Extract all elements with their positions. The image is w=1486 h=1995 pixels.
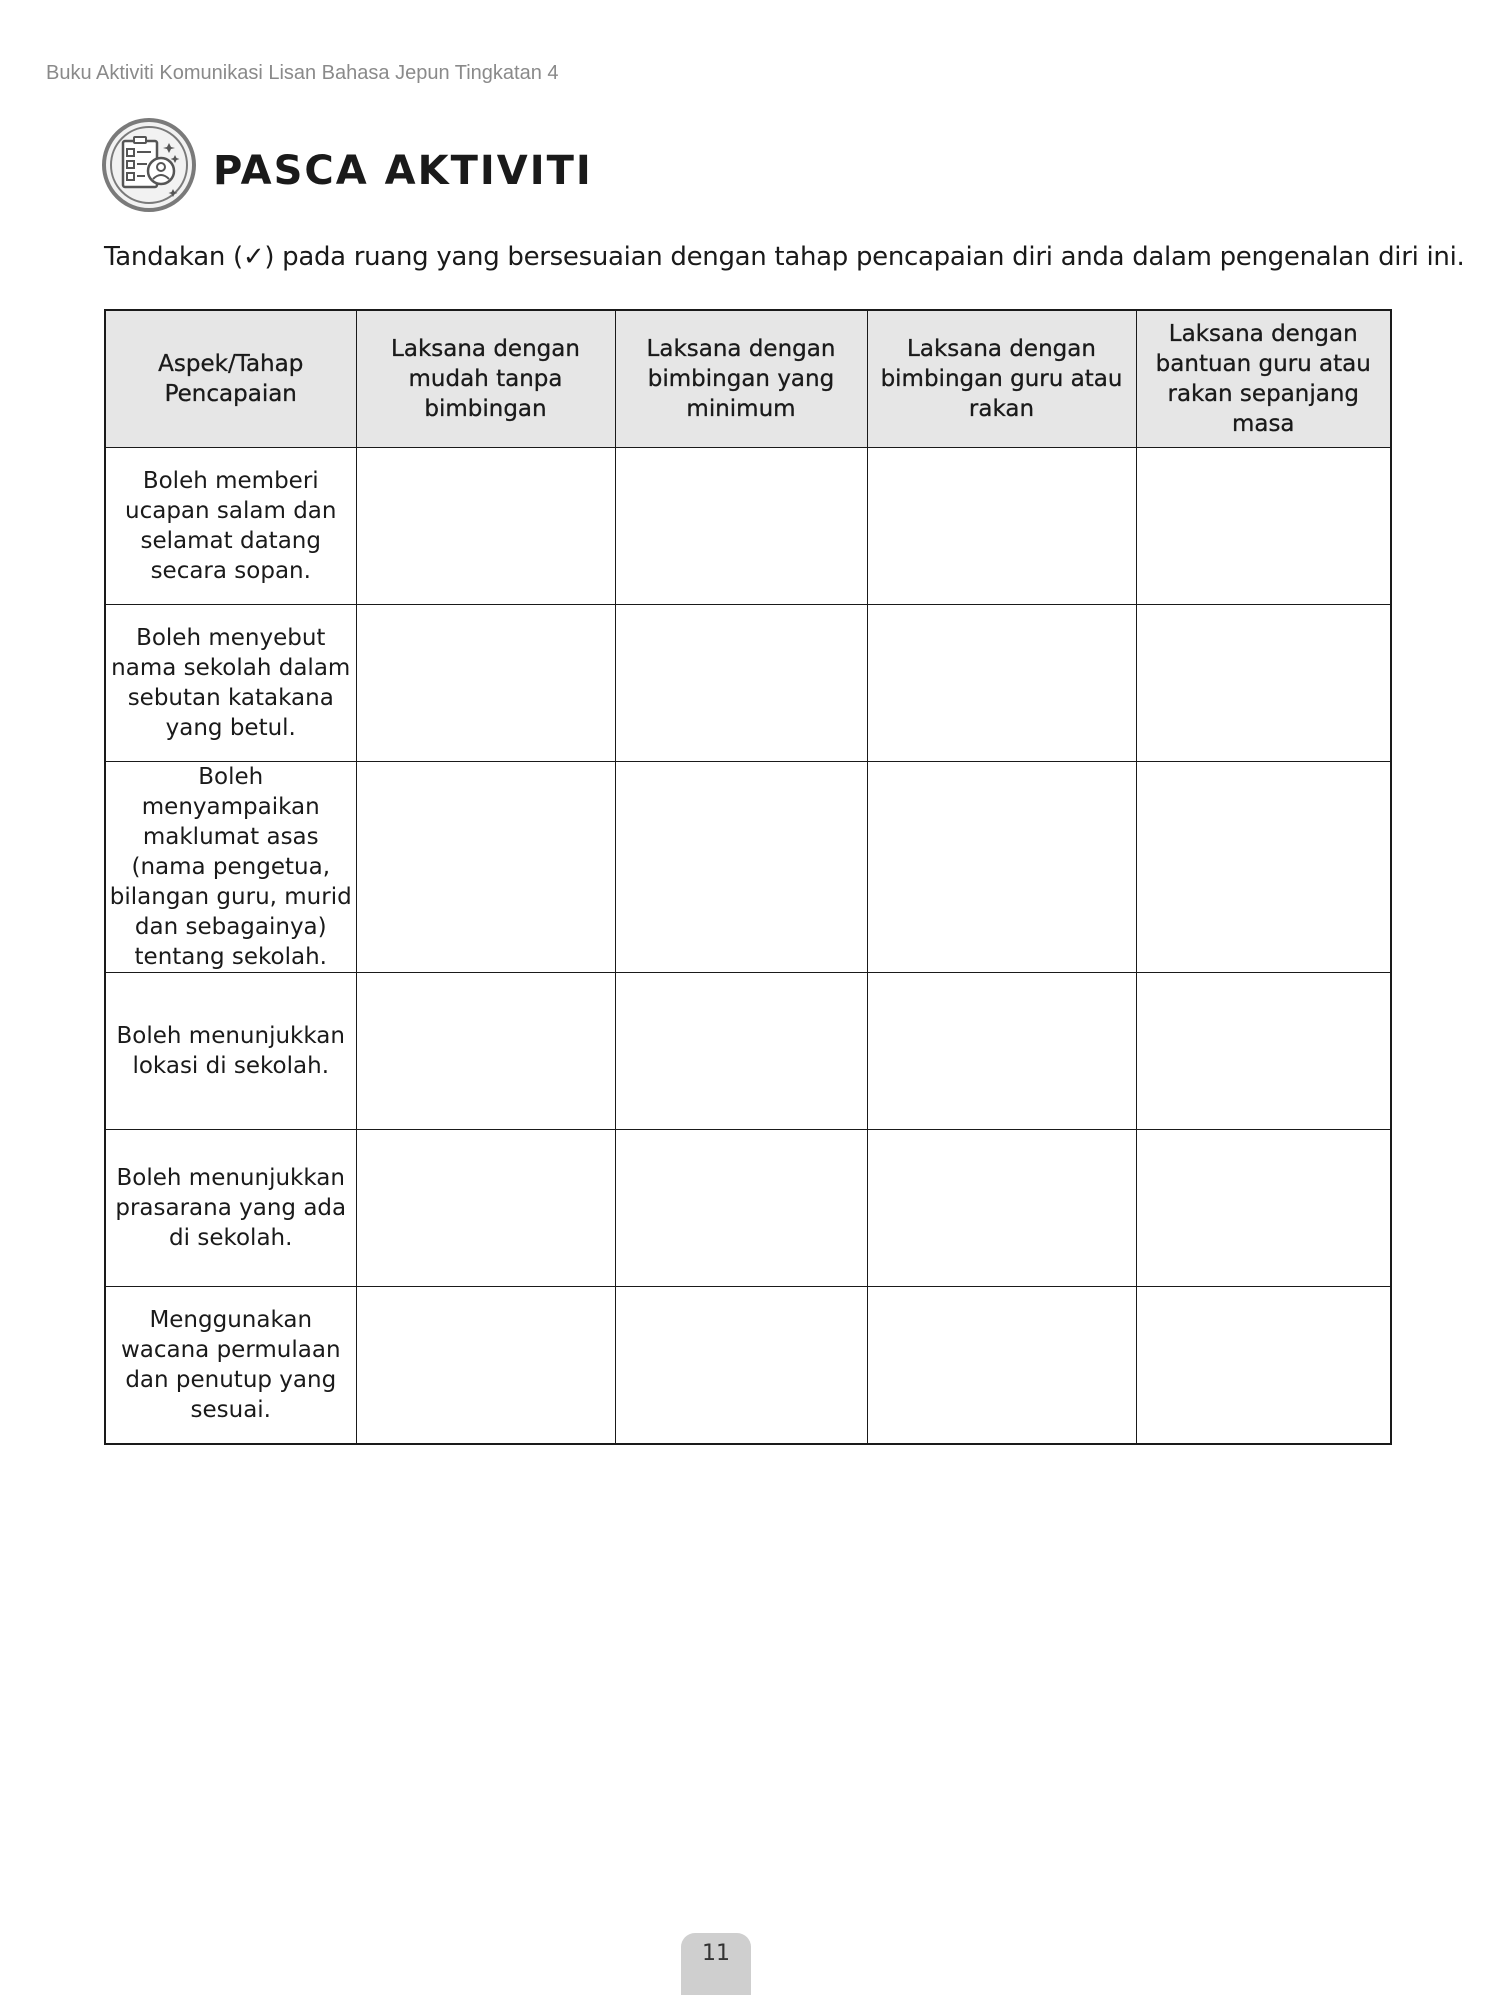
section-title: PASCA AKTIVITI (213, 148, 593, 194)
aspect-cell: Boleh memberi ucapan salam dan selamat datang secara sopan. (105, 448, 356, 605)
checkbox-cell[interactable] (356, 762, 615, 973)
checkbox-cell[interactable] (867, 448, 1136, 605)
checkbox-cell[interactable] (356, 605, 615, 762)
checkbox-cell[interactable] (867, 1130, 1136, 1287)
self-assessment-table (104, 309, 1392, 1445)
checkbox-cell[interactable] (867, 973, 1136, 1130)
checkbox-cell[interactable] (615, 605, 867, 762)
checkbox-cell[interactable] (1136, 1287, 1391, 1444)
aspect-cell: Menggunakan wacana permulaan dan penutup yang sesuai. (105, 1287, 356, 1444)
header-level-4: Laksana dengan bantuan guru atau rakan sepanjang masa (1136, 310, 1391, 448)
checkbox-cell[interactable] (615, 448, 867, 605)
header-aspect: Aspek/Tahap Pencapaian (105, 310, 356, 448)
checkbox-cell[interactable] (1136, 762, 1391, 973)
table-row (105, 973, 1391, 1130)
checklist-person-icon (101, 117, 197, 213)
header-level-3: Laksana dengan bimbingan guru atau rakan (867, 310, 1136, 448)
checkbox-cell[interactable] (867, 1287, 1136, 1444)
checkbox-cell[interactable] (1136, 448, 1391, 605)
page-number: 11 (681, 1933, 751, 1995)
instruction-text: Tandakan (✓) pada ruang yang bersesuaian dengan tahap pencapaian diri anda dalam pengenalan diri ini. (104, 242, 1465, 272)
checkbox-cell[interactable] (615, 973, 867, 1130)
checkbox-cell[interactable] (356, 448, 615, 605)
checkbox-cell[interactable] (615, 762, 867, 973)
table-row (105, 605, 1391, 762)
header-level-1: Laksana dengan mudah tanpa bimbingan (356, 310, 615, 448)
checkbox-cell[interactable] (867, 762, 1136, 973)
checkbox-cell[interactable] (1136, 1130, 1391, 1287)
checkbox-cell[interactable] (615, 1130, 867, 1287)
checkbox-cell[interactable] (356, 1287, 615, 1444)
table-row (105, 448, 1391, 605)
aspect-cell: Boleh menunjukkan lokasi di sekolah. (105, 973, 356, 1130)
checkbox-cell[interactable] (356, 1130, 615, 1287)
checkbox-cell[interactable] (867, 605, 1136, 762)
table-row (105, 762, 1391, 973)
checkbox-cell[interactable] (615, 1287, 867, 1444)
table-row (105, 1287, 1391, 1444)
checkbox-cell[interactable] (1136, 973, 1391, 1130)
aspect-cell: Boleh menyampaikan maklumat asas (nama pengetua, bilangan guru, murid dan sebagainya) tentang sekolah. (105, 762, 356, 973)
checkbox-cell[interactable] (356, 973, 615, 1130)
table-header-row (105, 310, 1391, 448)
header-level-2: Laksana dengan bimbingan yang minimum (615, 310, 867, 448)
checkbox-cell[interactable] (1136, 605, 1391, 762)
running-header: Buku Aktiviti Komunikasi Lisan Bahasa Jepun Tingkatan 4 (46, 62, 559, 84)
table-row (105, 1130, 1391, 1287)
aspect-cell: Boleh menyebut nama sekolah dalam sebutan katakana yang betul. (105, 605, 356, 762)
aspect-cell: Boleh menunjukkan prasarana yang ada di sekolah. (105, 1130, 356, 1287)
